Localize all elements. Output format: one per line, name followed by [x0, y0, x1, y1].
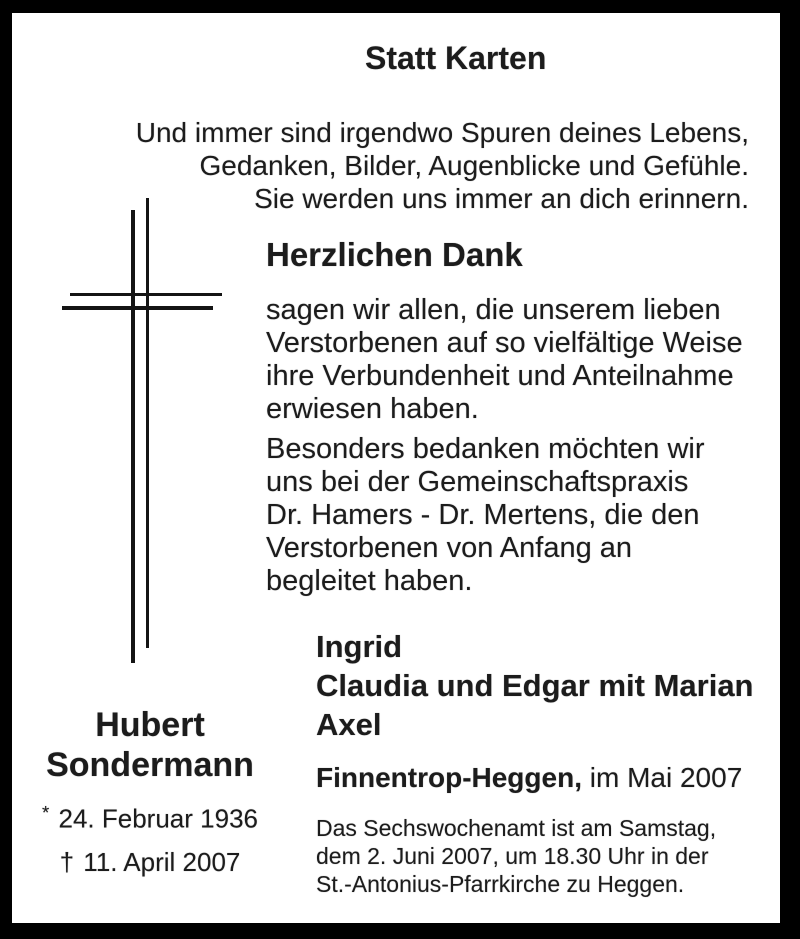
- birth-date-line: [18, 791, 282, 840]
- paragraph-line: Besonders bedanken möchten wir: [266, 433, 705, 465]
- birth-star-symbol: *: [42, 802, 52, 823]
- paragraph-line: Verstorbenen auf so vielfältige Weise: [266, 327, 743, 359]
- thanks-paragraph-1: [266, 294, 743, 426]
- cross-horizontal-bar: [70, 293, 222, 296]
- birth-date: 24. Februar 1936: [58, 803, 258, 834]
- paragraph-line: uns bei der Gemeinschaftspraxis: [266, 466, 689, 498]
- paragraph-line: Dr. Hamers - Dr. Mertens, die den: [266, 499, 700, 531]
- death-date: 11. April 2007: [83, 847, 241, 878]
- deceased-block: [18, 705, 282, 884]
- verse-line: Sie werden uns immer an dich erinnern.: [254, 183, 749, 214]
- cross-vertical-bar: [146, 198, 149, 648]
- cross-vertical-bar: [131, 210, 135, 663]
- death-date-line: [18, 840, 282, 884]
- thanks-title: Herzlichen Dank: [266, 236, 523, 273]
- service-line: dem 2. Juni 2007, um 18.30 Uhr in der: [316, 843, 709, 869]
- verse-line: Gedanken, Bilder, Augenblicke und Gefühle.: [199, 150, 749, 181]
- life-dates: [18, 791, 282, 884]
- family-names: [316, 627, 754, 744]
- deceased-last-name: Sondermann: [46, 746, 254, 784]
- family-name-line: Ingrid: [316, 629, 403, 664]
- memorial-verse: [136, 116, 749, 215]
- service-info: [316, 814, 716, 898]
- service-line: St.-Antonius-Pfarrkirche zu Heggen.: [316, 871, 685, 897]
- place-date-line: [316, 763, 742, 793]
- death-dagger-symbol: †: [59, 847, 77, 878]
- paragraph-line: sagen wir allen, die unserem lieben: [266, 294, 721, 326]
- cross-horizontal-bar: [62, 306, 213, 310]
- deceased-first-name: Hubert: [95, 706, 205, 744]
- family-name-line: Claudia und Edgar mit Marian: [316, 668, 754, 703]
- verse-line: Und immer sind irgendwo Spuren deines Lebens,: [135, 117, 749, 148]
- paragraph-line: erwiesen haben.: [266, 393, 479, 425]
- family-name-line: Axel: [316, 707, 382, 742]
- service-line: Das Sechswochenamt ist am Samstag,: [316, 815, 717, 841]
- paragraph-line: Verstorbenen von Anfang an: [266, 532, 633, 564]
- notice-header: Statt Karten: [365, 40, 547, 76]
- paragraph-line: ihre Verbundenheit und Anteilnahme: [266, 360, 734, 392]
- notice-date: im Mai 2007: [589, 762, 743, 793]
- place-name: Finnentrop-Heggen,: [316, 762, 582, 793]
- paragraph-line: begleitet haben.: [266, 565, 473, 597]
- thanks-paragraph-2: [266, 433, 704, 598]
